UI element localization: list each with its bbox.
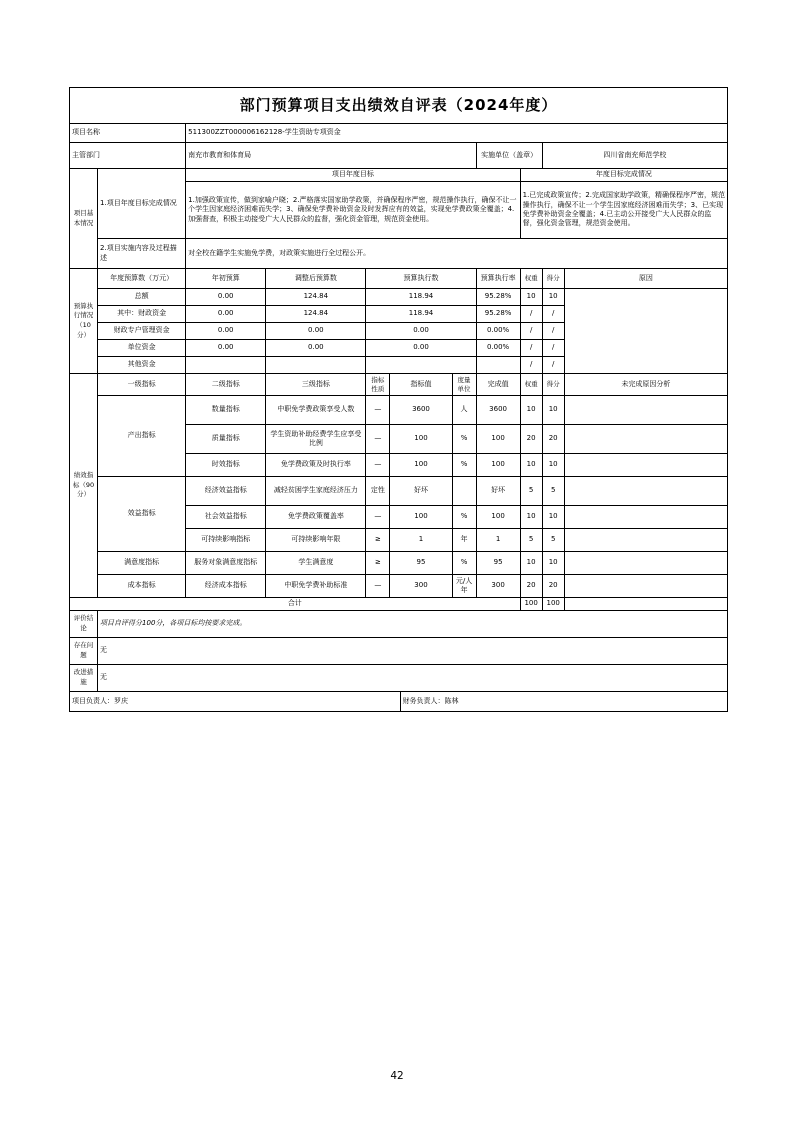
ind-unit: 年 [452,529,476,552]
budget-cell: / [520,340,542,357]
ind-l3: 学生满意度 [266,552,366,575]
ind-actual: 300 [476,575,520,598]
budget-cell: / [542,340,564,357]
budget-cell: / [542,357,564,374]
ind-l3: 免学费政策及时执行率 [266,454,366,477]
indicator-group-satisfaction: 满意度指标 [98,552,186,575]
ind-actual: 100 [476,454,520,477]
ind-unit [452,477,476,506]
unit-label: 实施单位（盖章） [476,143,542,169]
improvements-text: 无 [98,665,728,692]
indicators-section-table [69,373,728,611]
ind-weight: 5 [520,477,542,506]
ind-score: 10 [542,396,564,425]
budget-header-weight: 权重 [520,269,542,289]
indicator-group-cost: 成本指标 [98,575,186,598]
budget-cell: 0.00 [186,306,266,323]
ind-actual: 好坏 [476,477,520,506]
ind-l2: 数量指标 [186,396,266,425]
budget-cell: 0.00 [266,340,366,357]
budget-cell: / [520,357,542,374]
budget-section-table [69,268,728,374]
budget-cell: 0.00 [186,340,266,357]
ind-actual: 100 [476,425,520,454]
budget-cell: / [542,323,564,340]
evaluation-form [69,87,728,712]
ind-l2: 可持续影响指标 [186,529,266,552]
ind-l2: 时效指标 [186,454,266,477]
budget-cell: 118.94 [366,289,476,306]
budget-row-label: 单位资金 [98,340,186,357]
budget-header-initial: 年初预算 [186,269,266,289]
ind-nature: — [366,396,390,425]
budget-cell: / [542,306,564,323]
ind-unit: % [452,506,476,529]
ind-weight: 20 [520,575,542,598]
ind-nature: — [366,575,390,598]
total-weight: 100 [520,598,542,611]
ind-target: 100 [390,454,452,477]
ind-l2: 服务对象满意度指标 [186,552,266,575]
budget-cell: 0.00 [186,323,266,340]
ind-target: 95 [390,552,452,575]
ind-analysis [564,529,727,552]
ind-l3: 可持续影响年限 [266,529,366,552]
indicator-row [70,575,728,598]
ind-target: 1 [390,529,452,552]
basic-section-table [69,168,728,269]
ind-weight: 10 [520,552,542,575]
budget-cell [186,357,266,374]
budget-row-label: 财政专户管理资金 [98,323,186,340]
department-value: 南充市教育和体育局 [186,143,476,169]
ind-header-actual: 完成值 [476,374,520,396]
conclusion-text: 项目自评得分100分，各项目标均按要求完成。 [98,611,728,638]
ind-score: 10 [542,506,564,529]
budget-cell: 124.84 [266,289,366,306]
budget-cell: 0.00% [476,323,520,340]
project-manager: 项目负责人：罗庆 [70,692,401,712]
indicator-group-benefit: 效益指标 [98,477,186,552]
implement-row-label: 2.项目实施内容及过程描述 [98,239,186,269]
ind-header-analysis: 未完成原因分析 [564,374,727,396]
ind-score: 20 [542,425,564,454]
budget-cell: 0.00 [366,340,476,357]
responsible-table [69,691,728,712]
ind-analysis [564,575,727,598]
ind-target: 好坏 [390,477,452,506]
budget-cell: 10 [542,289,564,306]
form-title: 部门预算项目支出绩效自评表（2024年度） [70,88,728,124]
footer-section-table [69,610,728,692]
implement-text: 对全校在籍学生实施免学费，对政策实施进行全过程公开。 [186,239,728,269]
ind-analysis [564,425,727,454]
budget-cell: 124.84 [266,306,366,323]
budget-header-adjusted: 调整后预算数 [266,269,366,289]
ind-actual: 1 [476,529,520,552]
budget-header-executed: 预算执行数 [366,269,476,289]
budget-cell: 10 [520,289,542,306]
department-label: 主管部门 [70,143,186,169]
problems-label: 存在问题 [70,638,98,665]
budget-cell: 0.00 [366,323,476,340]
ind-weight: 10 [520,396,542,425]
ind-nature: 定性 [366,477,390,506]
ind-target: 3600 [390,396,452,425]
ind-weight: 10 [520,454,542,477]
ind-score: 5 [542,529,564,552]
total-label: 合计 [70,598,521,611]
ind-unit: 人 [452,396,476,425]
budget-cell: 118.94 [366,306,476,323]
ind-nature: — [366,454,390,477]
basic-section-label: 项目基本情况 [70,169,98,269]
ind-target: 300 [390,575,452,598]
budget-row-label: 其中：财政资金 [98,306,186,323]
ind-l3: 免学费政策覆盖率 [266,506,366,529]
ind-score: 10 [542,552,564,575]
ind-nature: — [366,425,390,454]
budget-cell [476,357,520,374]
ind-l3: 中职免学费政策享受人数 [266,396,366,425]
ind-target: 100 [390,425,452,454]
ind-header-l3: 三级指标 [266,374,366,396]
ind-header-l2: 二级指标 [186,374,266,396]
indicator-row [70,477,728,506]
budget-header-label: 年度预算数（万元） [98,269,186,289]
ind-unit: % [452,454,476,477]
budget-cell: 95.28% [476,306,520,323]
budget-header-reason: 原因 [564,269,727,289]
ind-weight: 10 [520,506,542,529]
budget-row-label: 其他资金 [98,357,186,374]
ind-nature: — [366,506,390,529]
indicators-section-label: 绩效指标（90分） [70,374,98,598]
page-number: 42 [390,1070,404,1082]
ind-analysis [564,396,727,425]
ind-analysis [564,454,727,477]
budget-cell: 0.00 [186,289,266,306]
ind-nature: ≥ [366,529,390,552]
header-table [69,87,728,169]
indicator-row [70,552,728,575]
budget-cell: / [520,306,542,323]
budget-cell [266,357,366,374]
ind-l3: 学生资助补助经费学生应享受比例 [266,425,366,454]
ind-header-nature: 指标性质 [366,374,390,396]
budget-cell: / [520,323,542,340]
ind-analysis [564,506,727,529]
ind-score: 20 [542,575,564,598]
conclusion-label: 评价结论 [70,611,98,638]
ind-actual: 95 [476,552,520,575]
improvements-label: 改进措施 [70,665,98,692]
ind-target: 100 [390,506,452,529]
ind-unit: 元/人年 [452,575,476,598]
ind-l3: 减轻贫困学生家庭经济压力 [266,477,366,506]
ind-header-score: 得分 [542,374,564,396]
goal-text: 1.加强政策宣传，做到家喻户晓；2.严格落实国家助学政策，并确保程序严密，规范操作执行，确保不让一个学生因家庭经济困难而失学；3、确保免学费补助资金及时发挥应有的效益，实现免学费政策全覆盖；4.加强督查，积极主动接受广大人民群众的监督，强化资金管理，规范资金使用。 [186,182,521,239]
budget-cell: 0.00 [266,323,366,340]
goal-row-label: 1.项目年度目标完成情况 [98,169,186,239]
ind-l2: 质量指标 [186,425,266,454]
budget-row-label: 总额 [98,289,186,306]
ind-analysis [564,477,727,506]
ind-unit: % [452,425,476,454]
problems-text: 无 [98,638,728,665]
ind-score: 10 [542,454,564,477]
ind-header-weight: 权重 [520,374,542,396]
unit-value: 四川省南充师范学校 [542,143,727,169]
finance-manager: 财务负责人：陈林 [400,692,728,712]
budget-header-score: 得分 [542,269,564,289]
ind-l2: 经济效益指标 [186,477,266,506]
total-score: 100 [542,598,564,611]
ind-unit: % [452,552,476,575]
total-analysis-cell [564,598,727,611]
budget-cell: 0.00% [476,340,520,357]
ind-weight: 20 [520,425,542,454]
completion-header: 年度目标完成情况 [520,169,727,182]
ind-header-l1: 一级指标 [98,374,186,396]
ind-header-unit: 度量单位 [452,374,476,396]
goal-header: 项目年度目标 [186,169,521,182]
budget-cell [366,357,476,374]
completion-text: 1.已完成政策宣传；2.完成国家助学政策，精确保程序严密，规范操作执行，确保不让一个学生因家庭经济困难而失学；3、已实现免学费补助资金全覆盖；4.已主动公开接受广大人民群众的监督，强化资金管理，规范资金使用。 [520,182,727,239]
budget-row-total [70,289,728,306]
ind-l2: 经济成本指标 [186,575,266,598]
project-name-value: 511300ZZT000006162128-学生资助专项资金 [186,124,728,143]
ind-l3: 中职免学费补助标准 [266,575,366,598]
ind-header-target: 指标值 [390,374,452,396]
ind-nature: ≥ [366,552,390,575]
project-name-label: 项目名称 [70,124,186,143]
ind-score: 5 [542,477,564,506]
indicator-total-row [70,598,728,611]
budget-section-label: 预算执行情况（10分） [70,269,98,374]
budget-header-rate: 预算执行率 [476,269,520,289]
ind-weight: 5 [520,529,542,552]
indicator-group-output: 产出指标 [98,396,186,477]
ind-l2: 社会效益指标 [186,506,266,529]
ind-actual: 3600 [476,396,520,425]
budget-cell: 95.28% [476,289,520,306]
ind-actual: 100 [476,506,520,529]
budget-reason-cell [564,289,727,374]
indicator-row [70,396,728,425]
ind-analysis [564,552,727,575]
